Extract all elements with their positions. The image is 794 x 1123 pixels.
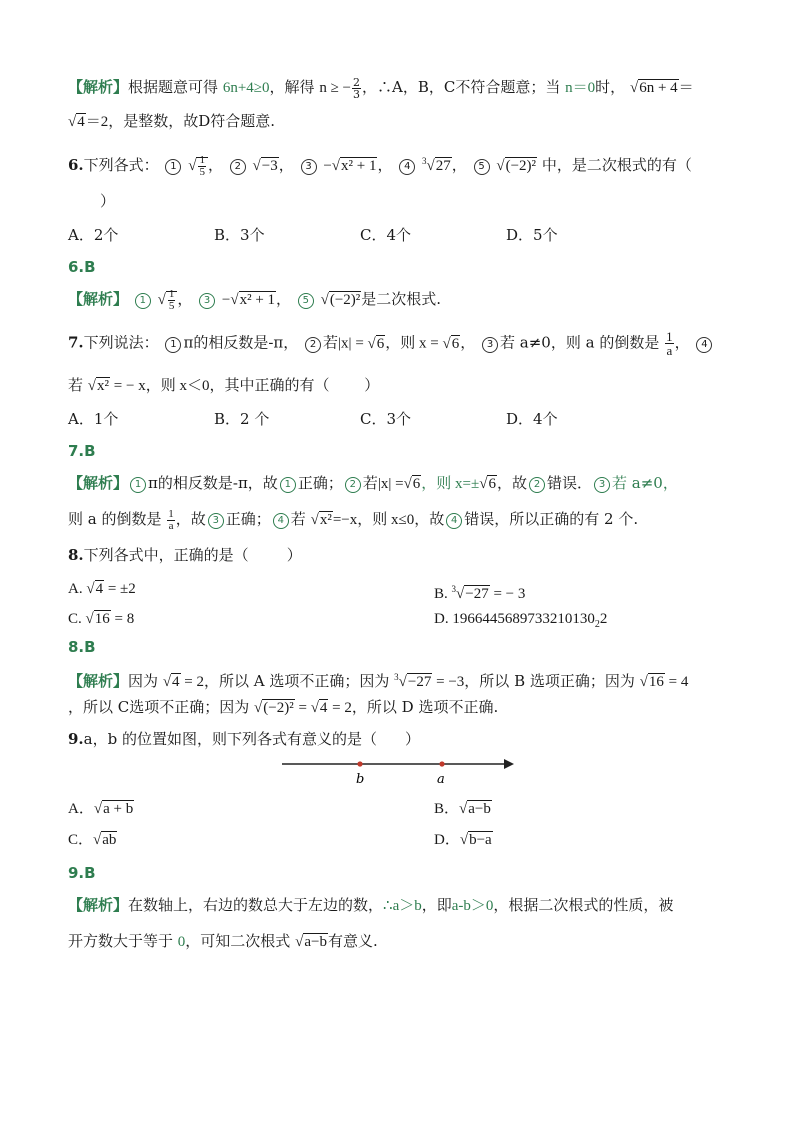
circled-number: 2 xyxy=(345,477,361,493)
sqrt-expression: √x² xyxy=(87,378,110,394)
circled-number: 1 xyxy=(280,477,296,493)
number-line-figure xyxy=(282,752,516,788)
q8-explanation-line2: ，所以 C选项不正确；因为 √(−2)² = √4 = 2，所以 D 选项不正确. xyxy=(68,696,728,719)
q6-option-d: D．5个 xyxy=(506,226,558,244)
circled-number: 1 xyxy=(135,293,151,309)
label-a: a xyxy=(437,772,445,787)
q6-stem-close: ） xyxy=(100,192,116,210)
circled-number: 1 xyxy=(165,159,181,175)
label-b: b xyxy=(356,772,365,787)
cube-root-expression: $^3$√−27 xyxy=(394,672,432,690)
sqrt-expression: √(−2)² xyxy=(496,158,537,174)
explanation-tag: 【解析】 xyxy=(68,474,129,492)
circled-number: 3 xyxy=(301,159,317,175)
sqrt-expression: √6 xyxy=(367,335,385,352)
sqrt-expression: √4 xyxy=(162,674,180,690)
sqrt-expression: √−3 xyxy=(252,158,278,174)
q7-explanation-line1: 【解析】 1 π的相反数是-π，故 1 正确； 2 若|x| =√6，则 x=±√6，故 2 错误． 3 若 a≠0， xyxy=(68,472,728,495)
q7-explanation-line2: 则 a 的倒数是 $\frac{1}{a}$ ，故 3 正确； 4 若 √x²=−x，则 x≤0，故 4 错误，所以正确的有 2 个. xyxy=(68,507,639,532)
sqrt-fraction: √ $\frac{1}{5}$ xyxy=(158,289,178,312)
circled-number: 1 xyxy=(165,337,181,353)
sqrt-expression: √(−2)² xyxy=(254,700,294,716)
sqrt-expression: √6 xyxy=(442,335,460,352)
q7-option-d: D．4个 xyxy=(506,410,558,428)
circled-number: 3 xyxy=(199,293,215,309)
circled-number: 4 xyxy=(399,159,415,175)
sqrt-expression: √x² + 1 xyxy=(230,292,276,308)
explanation-tag: 【解析】 xyxy=(68,672,129,690)
q7-answer: 7.B xyxy=(68,442,96,460)
q7-option-c: C．3个 xyxy=(360,410,412,428)
point-b xyxy=(357,761,362,766)
circled-number: 2 xyxy=(230,159,246,175)
q5-explanation-line1: 【解析】根据题意可得 6n+4≥0，解得 n ≥ − $\frac{2}{3}$ ，∴A，B，C不符合题意；当 n＝0时， √6n + 4＝ xyxy=(68,75,694,101)
arrow-head-icon xyxy=(504,759,514,769)
circled-number: 4 xyxy=(273,513,289,529)
q6-option-a: A．2个 xyxy=(68,226,119,244)
question-number: 7. xyxy=(68,333,84,352)
q9-explanation-line1: 【解析】在数轴上，右边的数总大于左边的数，∴a＞b，即a-b＞0，根据二次根式的性质，被 xyxy=(68,896,674,914)
circled-number: 4 xyxy=(446,513,462,529)
circled-number: 2 xyxy=(529,477,545,493)
sqrt-expression: √(−2)² xyxy=(320,292,361,308)
sqrt-expression: √4 xyxy=(310,700,328,716)
circled-number: 5 xyxy=(298,293,314,309)
q7-option-b: B．2 个 xyxy=(214,410,270,428)
q8-option-b: B. $^3$√−27 = − 3 xyxy=(434,584,526,602)
q9-option-a: A．√a + b xyxy=(68,801,134,817)
explanation-tag: 【解析】 xyxy=(68,896,129,914)
sqrt-fraction: √ $\frac{1}{5}$ xyxy=(188,155,208,178)
q7-stem-line2: 若 √x² = − x，则 x＜0，其中正确的有（ ） xyxy=(68,374,728,397)
question-number: 9. xyxy=(68,730,84,748)
explanation-tag: 【解析】 xyxy=(68,290,129,308)
q8-option-d: D. $1966445689733210130_22$ xyxy=(434,611,608,630)
q8-option-c: C. √16 = 8 xyxy=(68,611,135,627)
point-a xyxy=(439,761,444,766)
sqrt-expression: √6 xyxy=(403,476,421,492)
circled-number: 5 xyxy=(474,159,490,175)
circled-number: 1 xyxy=(130,477,146,493)
q9-answer: 9.B xyxy=(68,864,96,882)
q6-explanation: 【解析】 1 √ $\frac{1}{5}$ ， 3 −√x² + 1， 5 √(−2)²是二次根式. xyxy=(68,288,442,313)
fraction: $\frac{1}{a}$ xyxy=(168,507,174,532)
q9-option-c: C．√ab xyxy=(68,832,117,848)
q8-explanation-line1: 【解析】因为 √4 = 2，所以 A 选项不正确；因为 $^3$√−27 = −3，所以 B 选项正确；因为 √16 = 4 xyxy=(68,666,728,693)
sqrt-expression: √x² + 1 xyxy=(331,158,377,174)
question-number: 8. xyxy=(68,546,84,564)
sqrt-expression: √a−b xyxy=(295,934,327,950)
q9-option-d: D．√b−a xyxy=(434,832,492,848)
sqrt-expression: √4 xyxy=(68,114,85,130)
fraction: $\frac{2}{3}$ xyxy=(353,75,361,101)
q9-stem: 9.a，b 的位置如图，则下列各式有意义的是（ ） xyxy=(68,730,421,748)
circled-number: 4 xyxy=(696,337,712,353)
circled-number: 3 xyxy=(208,513,224,529)
q9-explanation-line2: 开方数大于等于 0，可知二次根式 √a−b有意义. xyxy=(68,930,728,953)
circled-number: 3 xyxy=(594,477,610,493)
q8-option-a: A. √4 = ±2 xyxy=(68,581,136,597)
circled-number: 3 xyxy=(482,337,498,353)
q9-option-b: B．√a−b xyxy=(434,801,491,817)
circled-number: 2 xyxy=(305,337,321,353)
sqrt-expression: √6n + 4 xyxy=(629,80,678,96)
q5-explanation-line2: √4＝2，是整数，故D符合题意. xyxy=(68,110,728,133)
q6-option-b: B．3个 xyxy=(214,226,265,244)
question-number: 6. xyxy=(68,156,84,174)
cube-root-expression: $^3$√27 xyxy=(422,156,451,174)
q6-option-c: C．4个 xyxy=(360,226,412,244)
fraction: $\frac{1}{a}$ xyxy=(666,329,673,358)
q7-option-a: A．1个 xyxy=(68,410,119,428)
q8-answer: 8.B xyxy=(68,638,96,656)
sqrt-expression: √x² xyxy=(310,512,332,528)
sqrt-expression: √16 xyxy=(639,674,664,690)
q8-stem: 8.下列各式中，正确的是（ ） xyxy=(68,546,302,564)
explanation-tag: 【解析】 xyxy=(68,78,129,96)
sqrt-expression: √6 xyxy=(479,476,496,492)
q6-answer: 6.B xyxy=(68,258,96,276)
q6-stem: 6.下列各式： 1 √ $\frac{1}{5}$ ， 2 √−3， 3 −√x² + 1， 4 $^3$√27， 5 √(−2)² 中，是二次根式的有（ xyxy=(68,150,728,178)
q7-stem-line1: 7.下列说法： 1 π的相反数是-π， 2 若|x| = √6，则 x = √6， 3 若 a≠0，则 a 的倒数是 $\frac{1}{a}$ ， 4 xyxy=(68,330,728,357)
